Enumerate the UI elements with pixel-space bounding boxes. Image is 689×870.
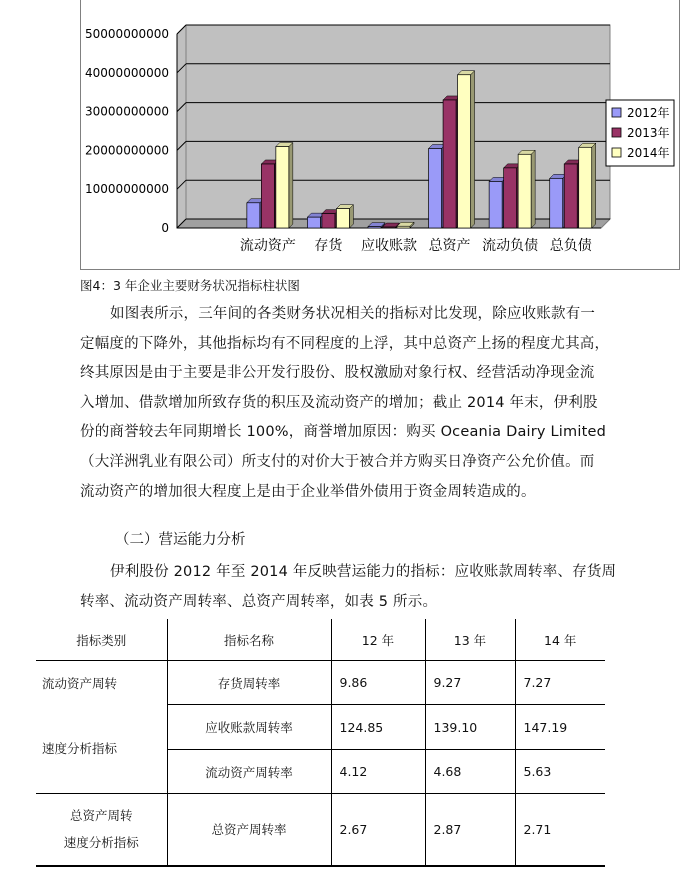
value-cell: 2.71 [515, 794, 605, 866]
bar [383, 227, 396, 228]
bar [307, 217, 320, 228]
analysis-paragraph [80, 300, 640, 507]
value-cell: 2.67 [331, 794, 425, 866]
category-label [36, 794, 167, 866]
legend-label: 2013年 [627, 126, 670, 140]
bar-side [289, 143, 293, 228]
legend-swatch [612, 128, 621, 137]
category-line: 速度分析指标 [63, 835, 139, 851]
bar [247, 203, 260, 228]
figure-caption: 图4：3 年企业主要财务状况指标柱状图 [80, 278, 300, 293]
bar [368, 227, 381, 228]
y-tick-label: 50000000000 [85, 27, 169, 41]
x-tick-label: 流动负债 [482, 238, 539, 254]
category-line: 总资产周转 [69, 808, 133, 824]
table-row [36, 661, 605, 705]
operating-ratio-table [36, 619, 605, 867]
indicator-name: 流动资产周转率 [167, 750, 331, 794]
header-category: 指标类别 [36, 619, 167, 661]
bar [458, 75, 471, 228]
table-row [36, 705, 605, 750]
y-tick-label: 0 [161, 221, 169, 235]
para-line: 入增加、借款增加所致存货的积压及流动资产的增加；截止 2014 年末，伊利股 [80, 394, 598, 411]
table-row [36, 794, 605, 866]
bar [276, 147, 289, 228]
x-tick-label: 存货 [314, 238, 343, 254]
para-line: 终其原因是由于主要是非公开发行股份、股权激励对象行权、经营活动净现金流 [80, 365, 595, 382]
bar [322, 214, 335, 228]
bar-side [592, 143, 596, 228]
bar-chart [81, 0, 681, 270]
x-tick-label: 流动资产 [239, 238, 296, 254]
operating-paragraph [80, 558, 640, 617]
header-year-14: 14 年 [515, 619, 605, 661]
value-cell: 4.68 [425, 750, 515, 794]
bar [397, 226, 410, 228]
bar-side [531, 150, 535, 228]
para-line: 伊利股份 2012 年至 2014 年反映营运能力的指标：应收账款周转率、存货周 [110, 564, 617, 580]
y-tick-label: 40000000000 [85, 65, 169, 80]
bar [336, 209, 349, 228]
value-cell: 139.10 [425, 705, 515, 750]
value-cell: 9.27 [425, 661, 515, 705]
plot-back [186, 25, 610, 219]
para-line: 份的商誉较去年同期增长 100%，商誉增加原因：购买 Oceania Dairy Limited [80, 424, 606, 441]
header-name: 指标名称 [167, 619, 331, 661]
para-line: 流动资产的增加很大程度上是由于企业举借外债用于资金周转造成的。 [80, 483, 536, 500]
header-year-13: 13 年 [425, 619, 515, 661]
bar-side [471, 71, 475, 228]
bar [429, 148, 442, 228]
legend-label: 2012年 [627, 106, 670, 120]
value-cell: 124.85 [331, 705, 425, 750]
bar [261, 164, 274, 228]
bar [564, 164, 577, 228]
chart-frame [80, 0, 680, 270]
bar [504, 168, 517, 228]
header-year-12: 12 年 [331, 619, 425, 661]
legend-swatch [612, 108, 621, 117]
value-cell: 5.63 [515, 750, 605, 794]
para-line: 定幅度的下降外，其他指标均有不同程度的上浮，其中总资产上扬的程度尤其高， [80, 335, 610, 352]
section-heading: （二）营运能力分析 [115, 532, 246, 548]
para-line: 转率、流动资产周转率、总资产周转率，如表 5 所示。 [80, 593, 438, 610]
y-tick-label: 30000000000 [85, 104, 169, 119]
y-tick-label: 20000000000 [85, 143, 169, 158]
bar [579, 147, 592, 228]
value-cell: 147.19 [515, 705, 605, 750]
para-line: （大洋洲乳业有限公司）所支付的对价大于被合并方购买日净资产公允价值。而 [80, 453, 595, 470]
table-header-row [36, 619, 605, 661]
indicator-name: 应收账款周转率 [167, 705, 331, 750]
legend-swatch [612, 148, 621, 157]
category-label: 速度分析指标 [36, 705, 167, 794]
indicator-name: 总资产周转率 [167, 794, 331, 866]
value-cell: 2.87 [425, 794, 515, 866]
legend-label: 2014年 [627, 146, 670, 160]
category-label: 流动资产周转 [36, 661, 167, 705]
x-tick-label: 总资产 [428, 238, 471, 254]
y-tick-label: 10000000000 [85, 182, 169, 197]
bar [550, 178, 563, 228]
bar [489, 181, 502, 228]
para-line: 如图表所示，三年间的各类财务状况相关的指标对比发现，除应收账款有一 [110, 306, 596, 322]
value-cell: 7.27 [515, 661, 605, 705]
value-cell: 9.86 [331, 661, 425, 705]
indicator-name: 存货周转率 [167, 661, 331, 705]
x-tick-label: 总负债 [549, 238, 592, 254]
bar [518, 154, 531, 228]
value-cell: 4.12 [331, 750, 425, 794]
bar [443, 100, 456, 228]
x-tick-label: 应收账款 [361, 238, 417, 254]
